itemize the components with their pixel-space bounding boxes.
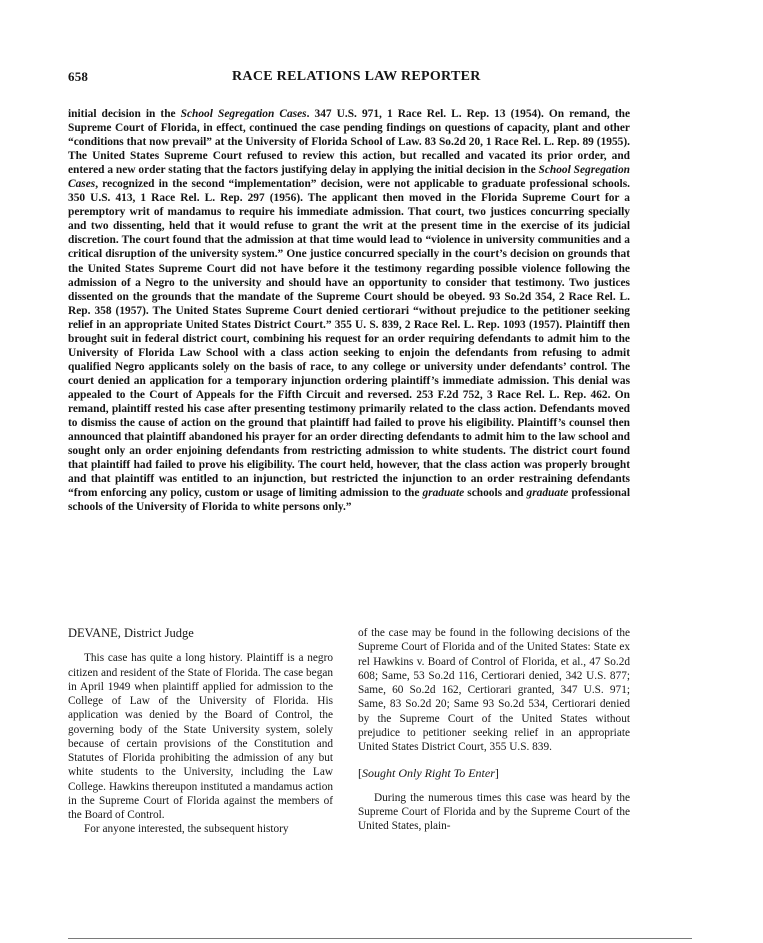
page-number: 658 bbox=[68, 69, 89, 84]
opinion-paragraph: This case has quite a long history. Plaintiff is a negro citizen and resident of the State of Florida. The case began in April 1949 when plaintiff applied for admission to the College of Law of the University of Florida. His application was denied by the Board of Control, the governing body of the State University system, solely because of certain provisions of the Constitution and Statutes of Florida prohibiting the admission of any but white students to the University, including the Law College. Hawkins thereupon instituted a mandamus action in the Supreme Court of Florida against the members of the Board of Control. bbox=[68, 652, 333, 821]
headnote-summary: initial decision in the School Segregation Cases. 347 U.S. 971, 1 Race Rel. L. Rep. 13 (1954). On remand, the Supreme Court of Florida, in effect, continued the case pending findings on questions of capacity, plant and other “conditions that now prevail” at the University of Florida School of Law. 83 So.2d 20, 1 Race Rel. L. Rep. 89 (1955). The United States Supreme Court refused to review this action, but recalled and vacated its prior order, and entered a new order stating that the factors justifying delay in applying the initial decision in the School Segregation Cases, recognized in the second “implementation” decision, were not applicable to graduate professional schools. 350 U.S. 413, 1 Race Rel. L. Rep. 297 (1956). The applicant then moved in the Florida Supreme Court for a peremptory writ of mandamus to require his immediate admission. That court, two justices concurring specially and two dissenting, held that it would refuse to grant the writ at the present time in the exercise of its judicial discretion. The court found that the admission at that time would lead to “violence in university communities and a critical disruption of the university system.” One justice concurred specially in the court’s decision on grounds that the United States Supreme Court did not have before it the testimony regarding possible violence following the admission of a Negro to the university and should have an opportunity to consider that testimony. Two justices dissented on the grounds that the mandate of the Supreme Court should be obeyed. 93 So.2d 354, 2 Race Rel. L. Rep. 358 (1957). The United States Supreme Court denied certiorari “without prejudice to the petitioner seeking relief in an appropriate United States District Court.” 355 U. S. 839, 2 Race Rel. L. Rep. 1093 (1957). Plaintiff then brought suit in federal district court, combining his request for an order requiring defendants to admit him to the University of Florida Law School with a class action seeking to enjoin the defendants from refusing to admit qualified Negro applicants solely on the basis of race, to any college or university under defendants’ control. The court denied an application for a temporary injunction ordering plaintiff’s immediate admission. This denial was appealed to the Court of Appeals for the Fifth Circuit and reversed. 253 F.2d 752, 3 Race Rel. L. Rep. 462. On remand, plaintiff rested his case after presenting testimony primarily related to the class action. Defendants moved to dismiss the cause of action on the ground that plaintiff had failed to prove his eligibility. Plaintiff’s counsel then announced that plaintiff abandoned his prayer for an order directing defendants to admit him to the law school and sought only an order enjoining defendants from restricting admission to white students. The district court found that plaintiff had failed to prove his eligibility. The court held, however, that the class action was properly brought and that plaintiff was entitled to an injunction, but restricted the injunction to an order restraining defendants “from enforcing any policy, custom or usage of limiting admission to the graduate schools and graduate professional schools of the University of Florida to white persons only.” bbox=[68, 108, 631, 514]
opinion-paragraph-continued: of the case may be found in the following decisions of the Supreme Court of Florida and of the United States: State ex rel Hawkins v. Board of Control of Florida, et al., 47 So.2d 608; Same, 53 So.2d 116, Certiorari denied, 342 U.S. 877; Same, 60 So.2d 162, Certiorari granted, 347 U.S. 971; Same, 83 So.2d 20; Same 93 So.2d 534, Certiorari denied by the Supreme Court of the United States without prejudice to petitioner seeking relief in an appropriate United States District Court, 355 U.S. 839. bbox=[358, 627, 630, 753]
section-subheading: [Sought Only Right To Enter] bbox=[358, 766, 499, 781]
opinion-left-column bbox=[68, 626, 333, 837]
opinion-paragraph: For anyone interested, the subsequent history bbox=[84, 823, 289, 836]
running-head: RACE RELATIONS LAW REPORTER bbox=[232, 69, 481, 84]
bottom-rule bbox=[68, 938, 692, 939]
opinion-right-column bbox=[358, 626, 630, 833]
opinion-paragraph: During the numerous times this case was heard by the Supreme Court of Florida and by the Supreme Court of the United States, plain- bbox=[358, 791, 630, 832]
judge-line: DEVANE, District Judge bbox=[68, 626, 194, 640]
section-subheading-text: Sought Only Right To Enter bbox=[362, 766, 495, 781]
